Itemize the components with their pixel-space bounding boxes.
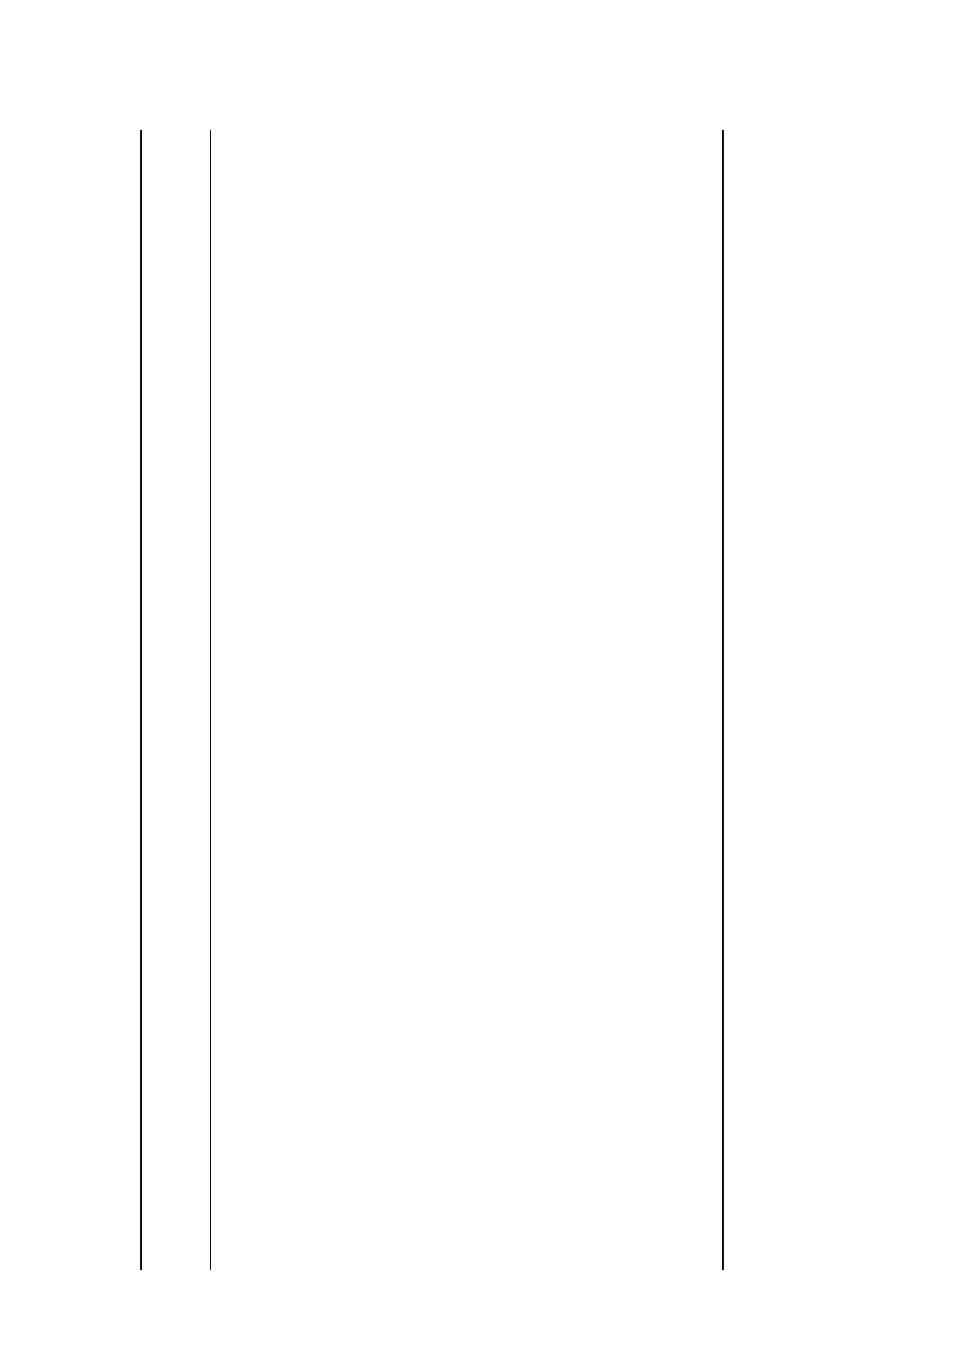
header-rule (210, 130, 211, 1270)
top-rule (140, 130, 142, 1270)
rotated-table-sheet (60, 130, 820, 1270)
bottom-rule (722, 130, 724, 1270)
